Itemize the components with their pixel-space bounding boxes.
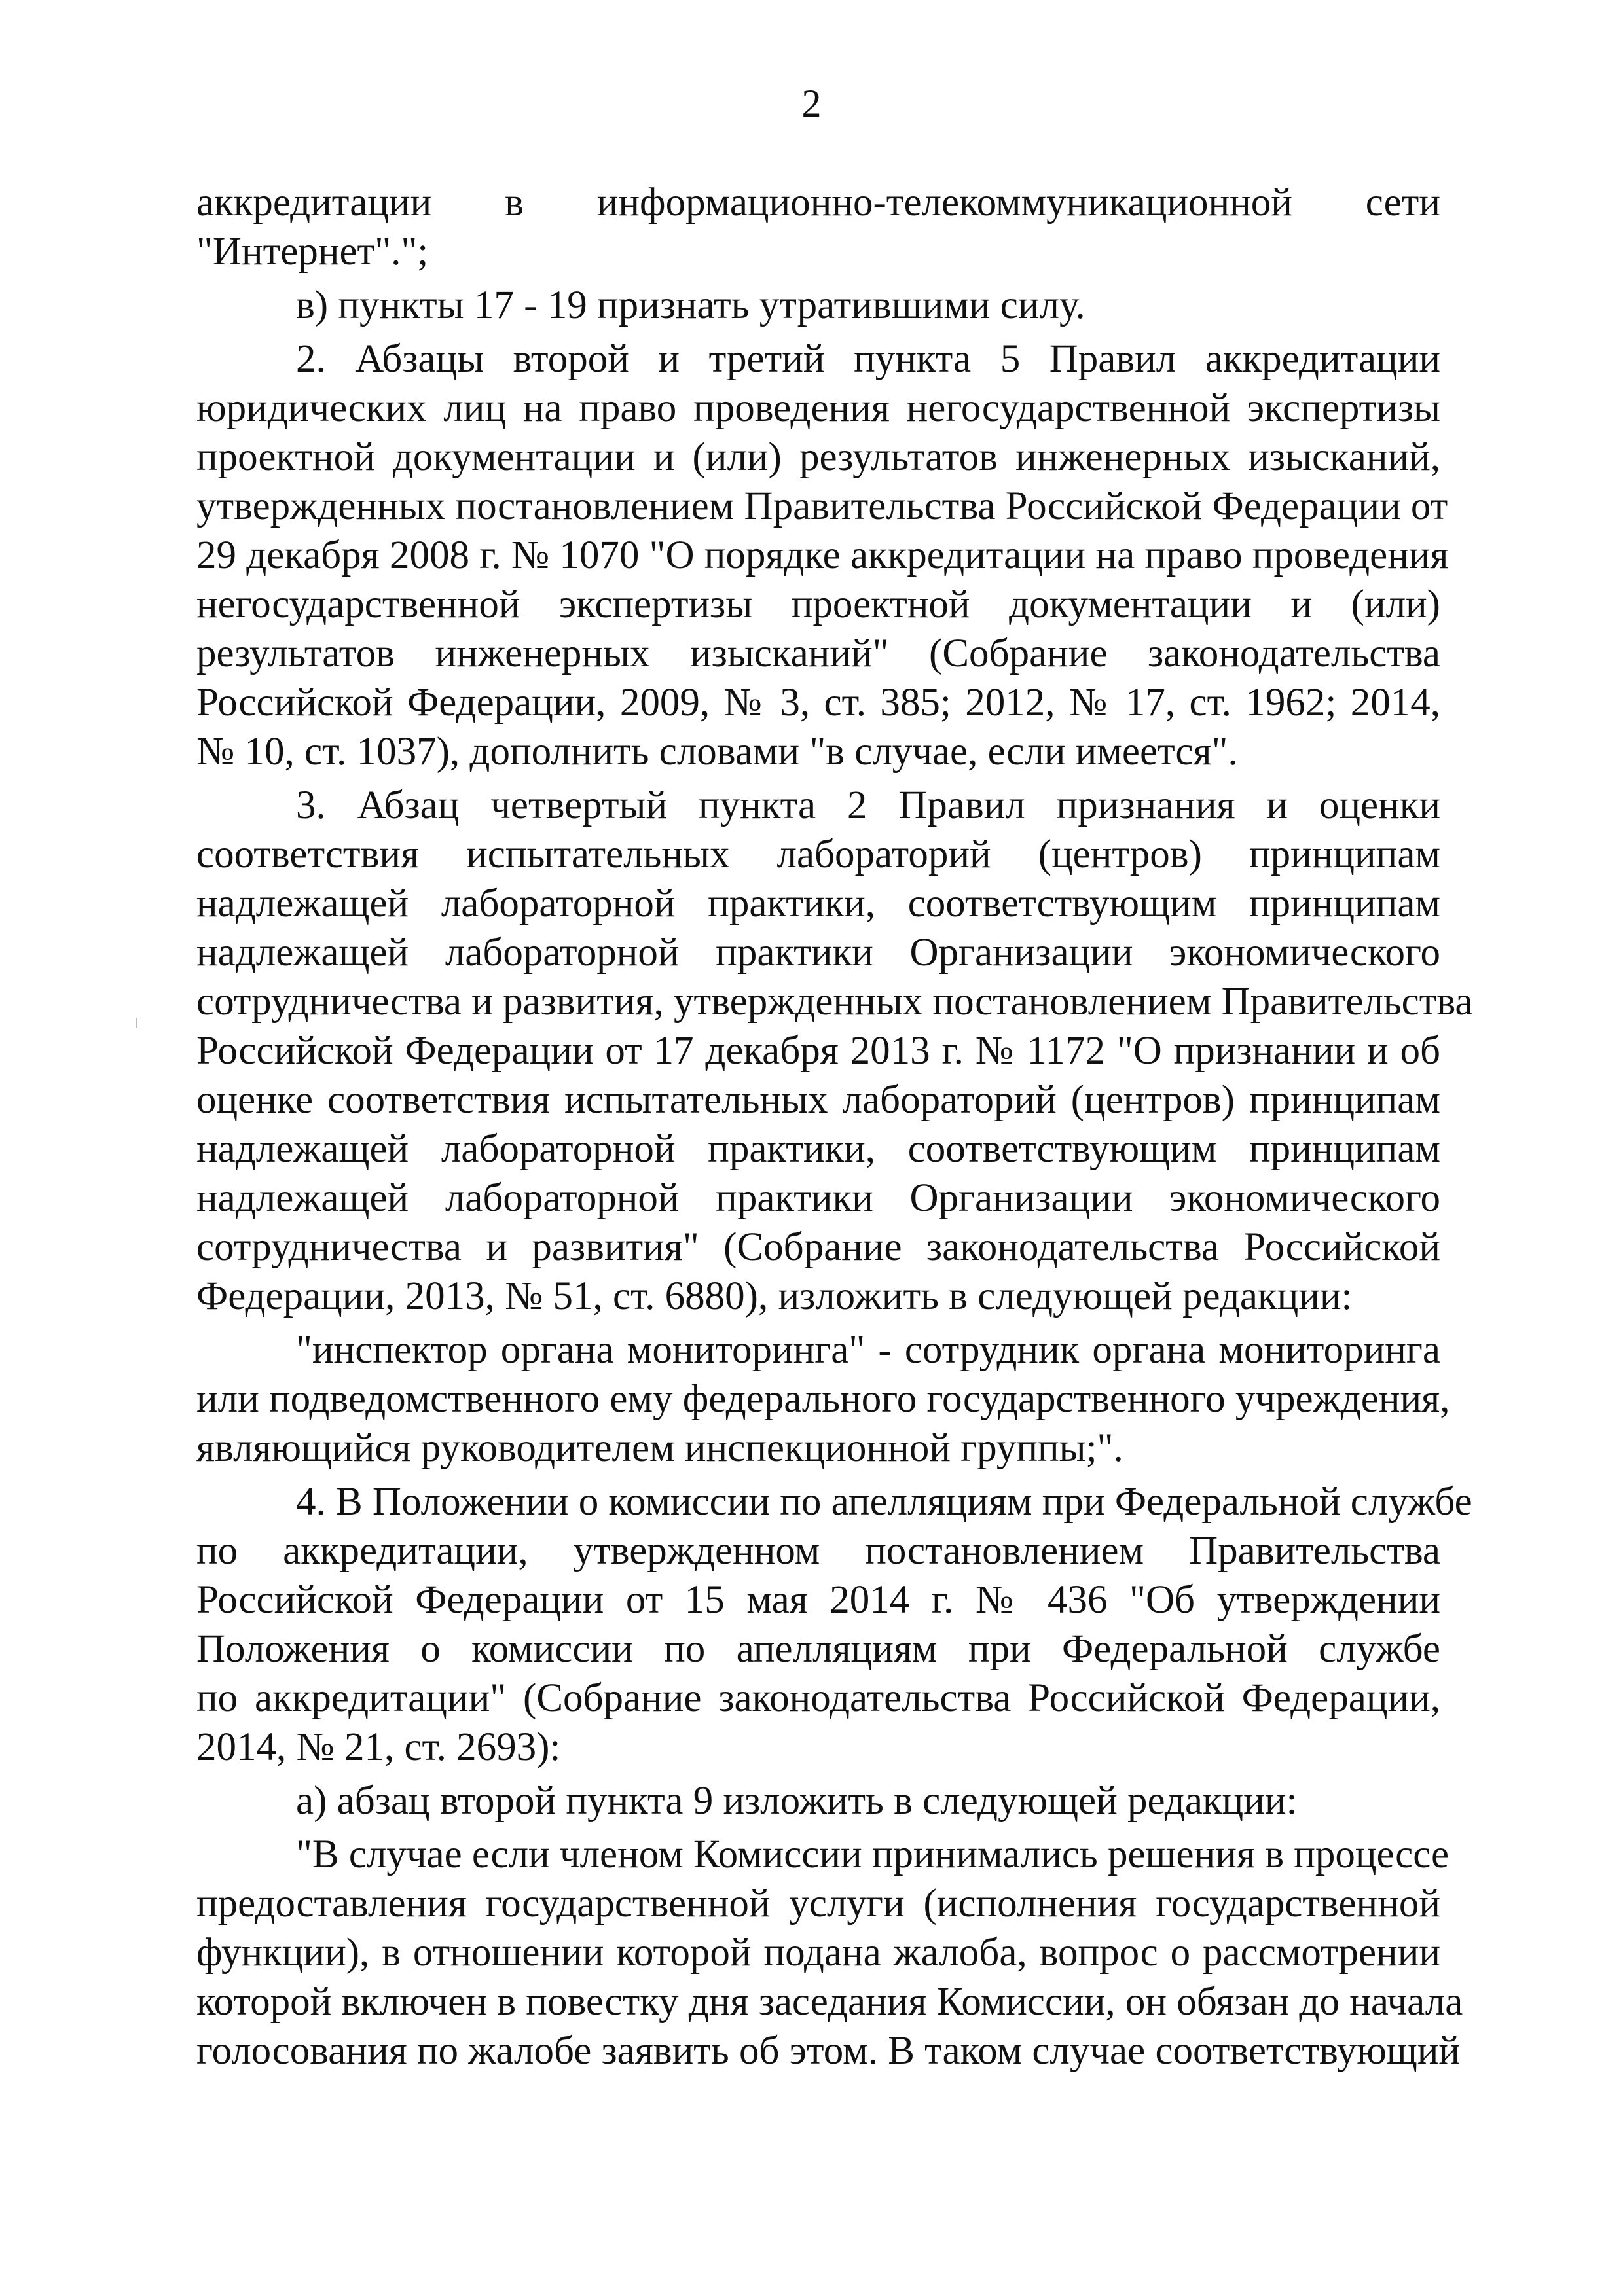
text-line: или подведомственного ему федерального государственного учреждения, bbox=[196, 1377, 1450, 1421]
scan-mark bbox=[136, 1018, 137, 1028]
text-line: "инспектор органа мониторинга" - сотрудник органа мониторинга bbox=[296, 1328, 1440, 1372]
text-line: голосования по жалобе заявить об этом. В таком случае соответствующий bbox=[196, 2029, 1461, 2073]
text-line: надлежащей лабораторной практики Организации экономического bbox=[196, 931, 1440, 975]
text-line: "В случае если членом Комиссии принимались решения в процессе bbox=[296, 1833, 1450, 1876]
text-line: в) пункты 17 - 19 признать утратившими силу. bbox=[296, 283, 1085, 327]
text-line: Федерации, 2013, № 51, ст. 6880), изложить в следующей редакции: bbox=[196, 1274, 1353, 1318]
text-line: юридических лиц на право проведения негосударственной экспертизы bbox=[196, 386, 1440, 430]
text-line: функции), в отношении которой подана жалоба, вопрос о рассмотрении bbox=[196, 1931, 1440, 1975]
text-line: "Интернет"."; bbox=[196, 230, 429, 274]
text-line: Российской Федерации от 17 декабря 2013 г. № 1172 "О признании и об bbox=[196, 1029, 1440, 1073]
text-line: 2. Абзацы второй и третий пункта 5 Правил аккредитации bbox=[296, 337, 1440, 381]
text-line: по аккредитации, утвержденном постановлением Правительства bbox=[196, 1529, 1440, 1573]
text-line: 29 декабря 2008 г. № 1070 "О порядке аккредитации на право проведения bbox=[196, 533, 1449, 577]
text-line: негосударственной экспертизы проектной документации и (или) bbox=[196, 583, 1440, 626]
text-line: надлежащей лабораторной практики Организации экономического bbox=[196, 1176, 1440, 1220]
text-line: надлежащей лабораторной практики, соответствующим принципам bbox=[196, 882, 1440, 925]
text-line: 2014, № 21, ст. 2693): bbox=[196, 1725, 561, 1769]
text-line: 4. В Положении о комиссии по апелляциям при Федеральной службе bbox=[296, 1480, 1472, 1524]
text-line: Положения о комиссии по апелляциям при Федеральной службе bbox=[196, 1627, 1440, 1671]
page-number: 2 bbox=[801, 82, 822, 125]
text-line: утвержденных постановлением Правительства Российской Федерации от bbox=[196, 484, 1448, 528]
text-line: оценке соответствия испытательных лабораторий (центров) принципам bbox=[196, 1078, 1440, 1122]
text-line: аккредитации в информационно-телекоммуникационной сети bbox=[196, 181, 1440, 224]
text-line: предоставления государственной услуги (исполнения государственной bbox=[196, 1882, 1440, 1926]
text-line: надлежащей лабораторной практики, соответствующим принципам bbox=[196, 1127, 1440, 1171]
document-body bbox=[196, 178, 1473, 2075]
text-line: Российской Федерации от 15 мая 2014 г. № 436 "Об утверждении bbox=[196, 1578, 1440, 1622]
text-line: проектной документации и (или) результатов инженерных изысканий, bbox=[196, 435, 1440, 479]
text-line: сотрудничества и развития" (Собрание законодательства Российской bbox=[196, 1225, 1440, 1269]
text-line: соответствия испытательных лабораторий (центров) принципам bbox=[196, 833, 1440, 876]
text-line: № 10, ст. 1037), дополнить словами "в случае, если имеется". bbox=[196, 730, 1238, 774]
text-line: 3. Абзац четвертый пункта 2 Правил признания и оценки bbox=[296, 783, 1440, 827]
text-line: сотрудничества и развития, утвержденных постановлением Правительства bbox=[196, 980, 1473, 1024]
text-line: являющийся руководителем инспекционной группы;". bbox=[196, 1426, 1123, 1470]
text-line: а) абзац второй пункта 9 изложить в следующей редакции: bbox=[296, 1779, 1298, 1823]
text-line: Российской Федерации, 2009, № 3, ст. 385; 2012, № 17, ст. 1962; 2014, bbox=[196, 681, 1440, 725]
text-line: по аккредитации" (Собрание законодательства Российской Федерации, bbox=[196, 1676, 1440, 1720]
text-line: которой включен в повестку дня заседания Комиссии, он обязан до начала bbox=[196, 1980, 1463, 2024]
text-line: результатов инженерных изысканий" (Собрание законодательства bbox=[196, 632, 1440, 675]
